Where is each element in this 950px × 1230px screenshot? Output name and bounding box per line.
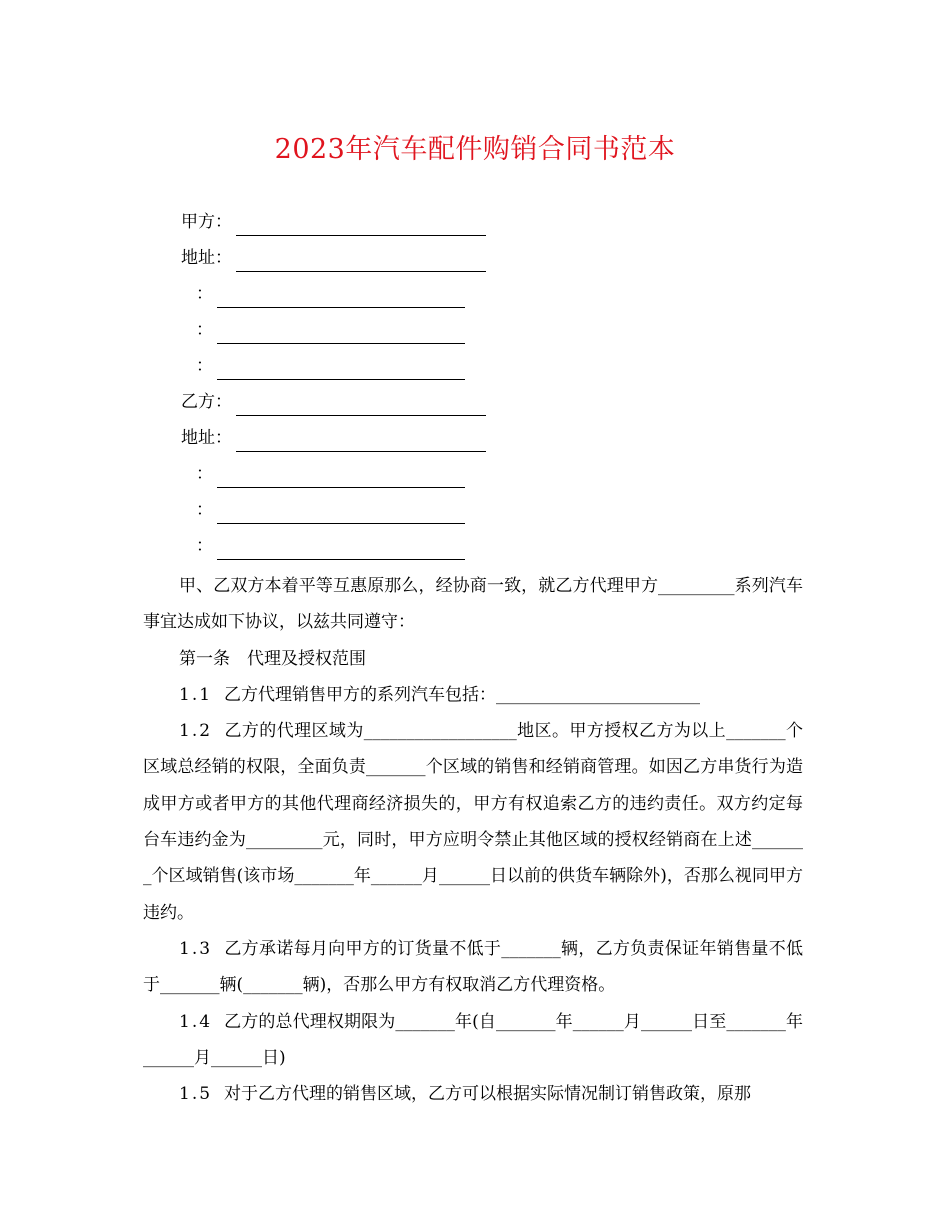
clause-1-1	[143, 677, 803, 713]
party-b-extra-blank[interactable]	[217, 537, 465, 560]
party-b-address-field	[181, 424, 486, 452]
party-a-extra-field	[196, 280, 465, 308]
party-a-extra-field	[196, 352, 465, 380]
party-a-extra-label: ：	[196, 356, 213, 376]
party-a-extra-field	[196, 316, 465, 344]
clause-1-3	[143, 931, 803, 1004]
clause-number: 1.3	[179, 938, 213, 959]
party-a-extra-blank[interactable]	[217, 357, 465, 380]
clause-text: 乙方承诺每月向甲方的订货量不低于_______辆，乙方负责保证年销售量不低于_______辆(_______辆)，否那么甲方有权取消乙方代理资格。	[143, 938, 803, 996]
party-a-extra-blank[interactable]	[217, 321, 465, 344]
clause-number: 1.4	[179, 1011, 213, 1032]
party-b-label: 乙方：	[181, 392, 232, 412]
party-b-extra-blank[interactable]	[217, 465, 465, 488]
party-a-extra-blank[interactable]	[217, 285, 465, 308]
party-a-blank[interactable]	[236, 213, 486, 236]
party-a-address-label: 地址：	[181, 248, 232, 268]
clause-text: 对于乙方代理的销售区域，乙方可以根据实际情况制订销售政策，原那	[224, 1084, 752, 1105]
preamble-paragraph: 甲、乙双方本着平等互惠原那么，经协商一致，就乙方代理甲方_________系列汽车事宜达成如下协议，以兹共同遵守：	[143, 576, 803, 633]
party-b-field	[181, 388, 486, 416]
party-b-extra-field	[196, 532, 465, 560]
party-b-extra-label: ：	[196, 464, 213, 484]
party-b-extra-field	[196, 496, 465, 524]
clause-text: 乙方代理销售甲方的系列汽车包括：________________________	[224, 684, 701, 705]
party-a-field	[181, 208, 486, 236]
party-a-label: 甲方：	[181, 212, 232, 232]
article-1-heading: 第一条 代理及授权范围	[179, 648, 366, 669]
clause-text: 乙方的代理区域为__________________地区。甲方授权乙方为以上_______个区域总经销的权限，全面负责_______个区域的销售和经销商管理。如因乙方串货行为造成甲方或者甲方的其他代理商经济损失的，甲方有权追索乙方的违约责任。双方约定每台车违约金为_________元，同时，甲方应明令禁止其他区域的授权经销商在上述_______个区域销售(该市场_______年______月______日以前的供货车辆除外)，否那么视同甲方违约。	[143, 721, 803, 923]
party-a-address-field	[181, 244, 486, 272]
party-a-address-blank[interactable]	[236, 249, 486, 272]
clause-number: 1.2	[179, 721, 213, 742]
party-b-address-label: 地址：	[181, 428, 232, 448]
clause-1-4	[143, 1004, 803, 1077]
clause-1-5	[143, 1076, 803, 1112]
clause-1-2	[143, 713, 803, 931]
document-title: 2023年汽车配件购销合同书范本	[274, 134, 676, 165]
party-b-blank[interactable]	[236, 393, 486, 416]
party-a-extra-label: ：	[196, 284, 213, 304]
party-a-extra-label: ：	[196, 320, 213, 340]
party-b-extra-field	[196, 460, 465, 488]
contract-body	[143, 568, 803, 1112]
party-b-extra-label: ：	[196, 500, 213, 520]
party-b-address-blank[interactable]	[236, 429, 486, 452]
clause-text: 乙方的总代理权期限为_______年(自_______年______月______日至_______年______月______日)	[143, 1011, 803, 1068]
party-b-extra-blank[interactable]	[217, 501, 465, 524]
party-b-extra-label: ：	[196, 536, 213, 556]
clause-number: 1.5	[179, 1084, 213, 1105]
clause-number: 1.1	[179, 684, 213, 705]
